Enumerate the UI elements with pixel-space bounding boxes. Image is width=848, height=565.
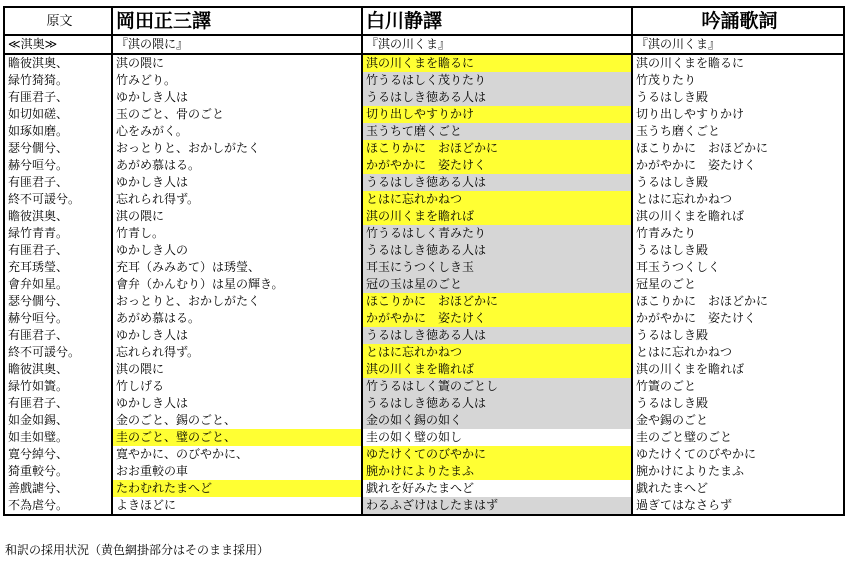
okada-translation-cell: ゆかしき人の (112, 242, 362, 259)
shirakawa-translation-cell: うるはしき徳ある人は (362, 242, 632, 259)
okada-translation-cell: 竹みどり。 (112, 72, 362, 89)
original-text-cell: 會弁如星。 (4, 276, 112, 293)
header-lyrics: 吟誦歌詞 (632, 7, 844, 35)
shirakawa-translation-cell: 竹うるはしく青みたり (362, 225, 632, 242)
original-text-cell: 如切如磋、 (4, 106, 112, 123)
original-text-cell: 緑竹如簀。 (4, 378, 112, 395)
lyrics-cell: 過ぎてはなさらず (632, 497, 844, 515)
lyrics-cell: 金や錫のごと (632, 412, 844, 429)
original-text-cell: 緑竹猗猗。 (4, 72, 112, 89)
shirakawa-translation-cell: うるはしき徳ある人は (362, 89, 632, 106)
shirakawa-translation-cell: 竹うるはしく簀のごとし (362, 378, 632, 395)
table-caption: 和訳の採用状況（黄色網掛部分はそのまま採用） (5, 543, 270, 557)
lyrics-cell: 竹青みたり (632, 225, 844, 242)
lyrics-cell: 淇の川くまを瞻るに (632, 54, 844, 72)
table-row (4, 361, 844, 378)
shirakawa-translation-cell: 金の如く錫の如く (362, 412, 632, 429)
header-row (4, 7, 844, 35)
shirakawa-translation-cell: 圭の如く璧の如し (362, 429, 632, 446)
lyrics-cell: かがやかに 姿たけく (632, 157, 844, 174)
table-row (4, 54, 844, 72)
lyrics-cell: ほこりかに おほどかに (632, 293, 844, 310)
lyrics-cell: とはに忘れかねつ (632, 191, 844, 208)
okada-translation-cell: たわむれたまへど (112, 480, 362, 497)
okada-translation-cell: あがめ慕はる。 (112, 157, 362, 174)
original-text-cell: 如圭如璧。 (4, 429, 112, 446)
shirakawa-translation-cell: ほこりかに おほどかに (362, 140, 632, 157)
shirakawa-translation-cell: ほこりかに おほどかに (362, 293, 632, 310)
header-shirakawa: 白川静譯 (362, 7, 632, 35)
subheader-original: ≪淇奥≫ (4, 35, 112, 54)
table-row (4, 225, 844, 242)
okada-translation-cell: 淇の隈に (112, 208, 362, 225)
lyrics-cell: 淇の川くまを瞻れば (632, 361, 844, 378)
original-text-cell: 有匪君子、 (4, 242, 112, 259)
original-text-cell: 赫兮咺兮。 (4, 157, 112, 174)
subheader-okada: 『淇の隈に』 (112, 35, 362, 54)
lyrics-cell: うるはしき殿 (632, 242, 844, 259)
table-row (4, 157, 844, 174)
shirakawa-translation-cell: 冠の玉は星のごと (362, 276, 632, 293)
table-row (4, 344, 844, 361)
subheader-shirakawa: 『淇の川くま』 (362, 35, 632, 54)
shirakawa-translation-cell: 淇の川くまを瞻るに (362, 54, 632, 72)
shirakawa-translation-cell: ゆたけくてのびやかに (362, 446, 632, 463)
table-row (4, 123, 844, 140)
table-row (4, 429, 844, 446)
okada-translation-cell: 會弁（かんむり）は星の輝き。 (112, 276, 362, 293)
lyrics-cell: 竹茂りたり (632, 72, 844, 89)
okada-translation-cell: おお重較の車 (112, 463, 362, 480)
shirakawa-translation-cell: かがやかに 姿たけく (362, 157, 632, 174)
original-text-cell: 如金如錫、 (4, 412, 112, 429)
original-text-cell: 瞻彼淇奥、 (4, 361, 112, 378)
okada-translation-cell: よきほどに (112, 497, 362, 515)
okada-translation-cell: 忘れられ得ず。 (112, 344, 362, 361)
original-text-cell: 猗重較兮。 (4, 463, 112, 480)
okada-translation-cell: 淇の隈に (112, 54, 362, 72)
okada-translation-cell: おっとりと、おかしがたく (112, 140, 362, 157)
table-row (4, 463, 844, 480)
original-text-cell: 終不可諼兮。 (4, 191, 112, 208)
shirakawa-translation-cell: うるはしき徳ある人は (362, 395, 632, 412)
okada-translation-cell: 金のごと、錫のごと、 (112, 412, 362, 429)
okada-translation-cell: ゆかしき人は (112, 395, 362, 412)
okada-translation-cell: 心をみがく。 (112, 123, 362, 140)
table-row (4, 446, 844, 463)
original-text-cell: 緑竹青青。 (4, 225, 112, 242)
table-row (4, 106, 844, 123)
lyrics-cell: うるはしき殿 (632, 395, 844, 412)
okada-translation-cell: 竹しげる (112, 378, 362, 395)
okada-translation-cell: 玉のごと、骨のごと (112, 106, 362, 123)
header-original: 原文 (4, 7, 112, 35)
okada-translation-cell: 充耳（みみあて）は琇瑩、 (112, 259, 362, 276)
original-text-cell: 赫兮咺兮。 (4, 310, 112, 327)
lyrics-cell: ゆたけくてのびやかに (632, 446, 844, 463)
original-text-cell: 不為虐兮。 (4, 497, 112, 515)
okada-translation-cell: ゆかしき人は (112, 174, 362, 191)
okada-translation-cell: おっとりと、おかしがたく (112, 293, 362, 310)
original-text-cell: 瑟兮僩兮、 (4, 140, 112, 157)
original-text-cell: 有匪君子、 (4, 327, 112, 344)
shirakawa-translation-cell: 淇の川くまを瞻れば (362, 208, 632, 225)
okada-translation-cell: 寛やかに、のびやかに、 (112, 446, 362, 463)
header-okada: 岡田正三譯 (112, 7, 362, 35)
lyrics-cell: うるはしき殿 (632, 327, 844, 344)
original-text-cell: 有匪君子、 (4, 174, 112, 191)
shirakawa-translation-cell: とはに忘れかねつ (362, 191, 632, 208)
table-row (4, 293, 844, 310)
lyrics-cell: とはに忘れかねつ (632, 344, 844, 361)
original-text-cell: 有匪君子、 (4, 395, 112, 412)
original-text-cell: 如琢如磨。 (4, 123, 112, 140)
lyrics-cell: ほこりかに おほどかに (632, 140, 844, 157)
original-text-cell: 有匪君子、 (4, 89, 112, 106)
table-row (4, 497, 844, 515)
original-text-cell: 寛兮綽兮、 (4, 446, 112, 463)
original-text-cell: 充耳琇瑩、 (4, 259, 112, 276)
lyrics-cell: 冠星のごと (632, 276, 844, 293)
lyrics-cell: 竹簀のごと (632, 378, 844, 395)
table-row (4, 276, 844, 293)
okada-translation-cell: 圭のごと、璧のごと、 (112, 429, 362, 446)
shirakawa-translation-cell: 耳玉にうつくしき玉 (362, 259, 632, 276)
lyrics-cell: かがやかに 姿たけく (632, 310, 844, 327)
lyrics-cell: 腕かけによりたまふ (632, 463, 844, 480)
lyrics-cell: うるはしき殿 (632, 174, 844, 191)
original-text-cell: 終不可諼兮。 (4, 344, 112, 361)
shirakawa-translation-cell: うるはしき徳ある人は (362, 174, 632, 191)
table-row (4, 174, 844, 191)
lyrics-cell: うるはしき殿 (632, 89, 844, 106)
shirakawa-translation-cell: 淇の川くまを瞻れば (362, 361, 632, 378)
shirakawa-translation-cell: 切り出しやすりかけ (362, 106, 632, 123)
lyrics-cell: 耳玉うつくしく (632, 259, 844, 276)
shirakawa-translation-cell: 竹うるはしく茂りたり (362, 72, 632, 89)
lyrics-cell: 切り出しやすりかけ (632, 106, 844, 123)
table-row (4, 208, 844, 225)
shirakawa-translation-cell: 腕かけによりたまふ (362, 463, 632, 480)
table-row (4, 140, 844, 157)
okada-translation-cell: ゆかしき人は (112, 327, 362, 344)
okada-translation-cell: あがめ慕はる。 (112, 310, 362, 327)
table-row (4, 89, 844, 106)
translation-comparison-table (3, 6, 845, 516)
okada-translation-cell: 竹青し。 (112, 225, 362, 242)
original-text-cell: 善戲謔兮、 (4, 480, 112, 497)
table-row (4, 259, 844, 276)
original-text-cell: 瞻彼淇奥、 (4, 54, 112, 72)
shirakawa-translation-cell: わるふざけはしたまはず (362, 497, 632, 515)
lyrics-cell: 玉うち磨くごと (632, 123, 844, 140)
table-row (4, 72, 844, 89)
lyrics-cell: 圭のごと璧のごと (632, 429, 844, 446)
table-row (4, 480, 844, 497)
shirakawa-translation-cell: かがやかに 姿たけく (362, 310, 632, 327)
original-text-cell: 瑟兮僩兮、 (4, 293, 112, 310)
table-row (4, 242, 844, 259)
okada-translation-cell: ゆかしき人は (112, 89, 362, 106)
lyrics-cell: 戯れたまへど (632, 480, 844, 497)
lyrics-cell: 淇の川くまを瞻れば (632, 208, 844, 225)
shirakawa-translation-cell: 玉うちて磨くごと (362, 123, 632, 140)
okada-translation-cell: 忘れられ得ず。 (112, 191, 362, 208)
table-row (4, 412, 844, 429)
okada-translation-cell: 淇の隈に (112, 361, 362, 378)
table-row (4, 378, 844, 395)
table-row (4, 395, 844, 412)
table-row (4, 191, 844, 208)
subheader-row (4, 35, 844, 54)
original-text-cell: 瞻彼淇奥、 (4, 208, 112, 225)
shirakawa-translation-cell: 戯れを好みたまへど (362, 480, 632, 497)
subheader-lyrics: 『淇の川くま』 (632, 35, 844, 54)
shirakawa-translation-cell: とはに忘れかねつ (362, 344, 632, 361)
table-row (4, 327, 844, 344)
shirakawa-translation-cell: うるはしき徳ある人は (362, 327, 632, 344)
table-row (4, 310, 844, 327)
